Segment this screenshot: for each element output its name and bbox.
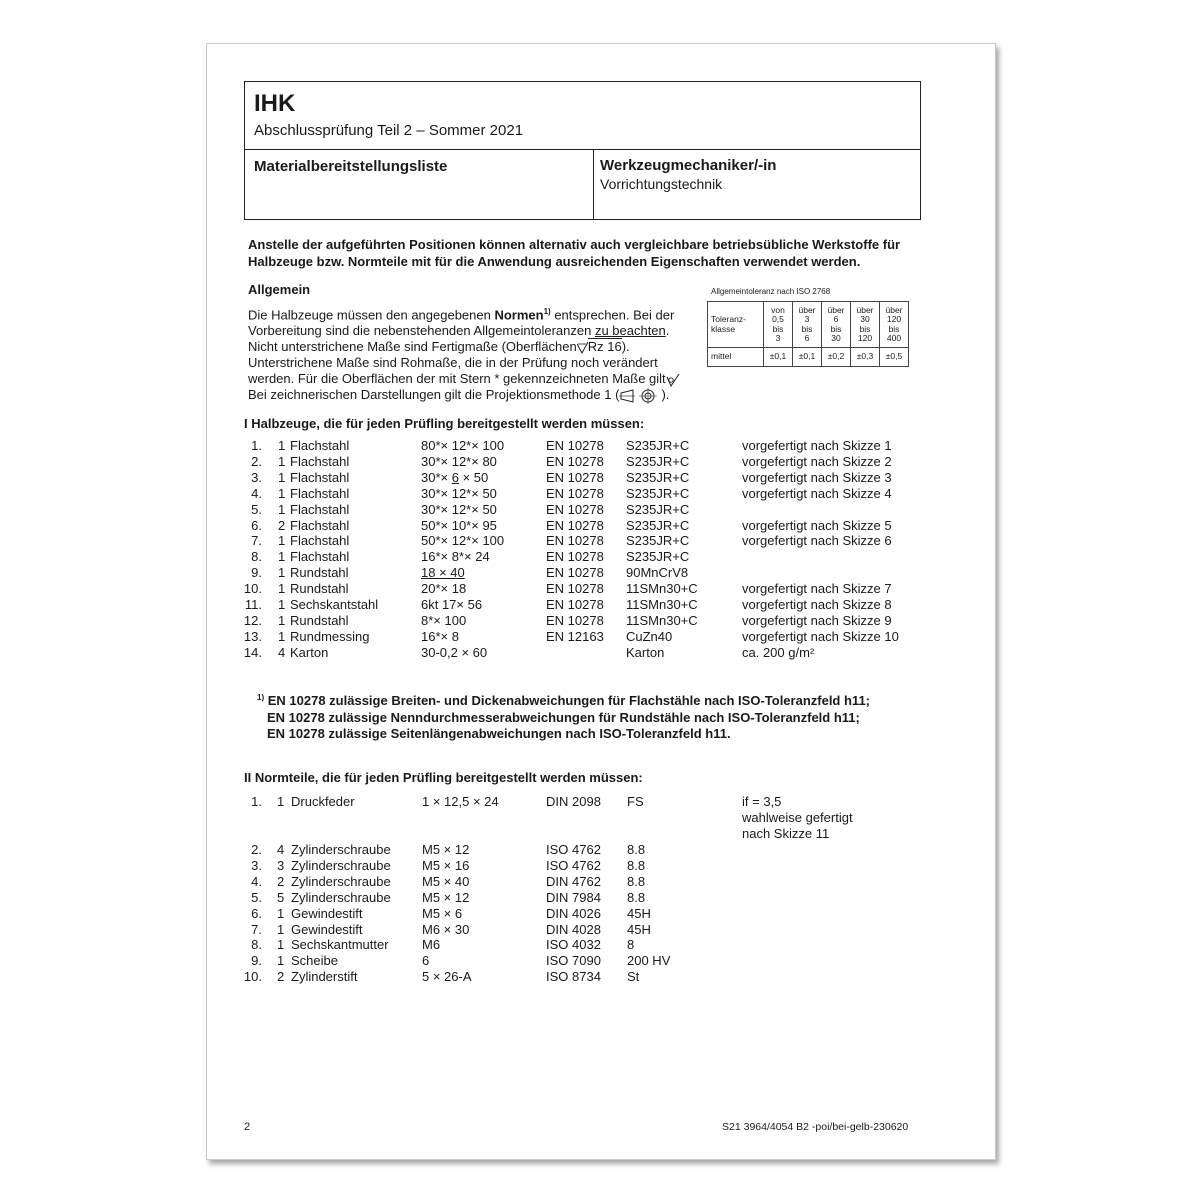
row-note: vorgefertigt nach Skizze 5 xyxy=(742,517,892,533)
tolerance-range: über 30 bis 120 xyxy=(851,302,880,348)
row-norm: EN 10278 xyxy=(546,501,604,517)
row-number: 12. xyxy=(243,612,262,628)
section-1-heading: I Halbzeuge, die für jeden Prüfling bereitgestellt werden müssen: xyxy=(244,416,645,431)
row-quantity: 1 xyxy=(278,549,286,565)
row-material: S235JR+C xyxy=(626,438,690,453)
allgemein-line-6: Bei zeichnerischen Darstellungen gilt die Projektionsmethode 1 ( ). xyxy=(248,387,670,403)
row-material: 200 HV xyxy=(627,953,671,969)
row-material: 8 xyxy=(627,937,635,953)
row-name: Zylinderschraube xyxy=(291,857,391,873)
row-dimension: 5 × 26-A xyxy=(422,969,472,985)
doc-title: Materialbereitstellungsliste xyxy=(254,158,448,175)
row-dimension: 30-0,2 × 60 xyxy=(421,644,488,660)
header-box xyxy=(244,81,921,220)
row-material: S235JR+C xyxy=(626,469,690,485)
row-number: 6. xyxy=(251,905,262,921)
row-quantity: 1 xyxy=(278,438,286,453)
row-quantity: 2 xyxy=(278,517,286,533)
row-material: 45H xyxy=(627,905,651,921)
row-norm: ISO 4762 xyxy=(546,842,601,857)
row-quantity: 1 xyxy=(278,581,286,597)
row-name: Gewindestift xyxy=(291,905,363,921)
row-note: vorgefertigt nach Skizze 2 xyxy=(742,453,892,469)
tolerance-value: ±0,1 xyxy=(764,348,793,367)
row-dimension: 16*× 8 xyxy=(421,628,459,644)
tolerance-range: über 120 bis 400 xyxy=(880,302,909,348)
row-material: 11SMn30+C xyxy=(626,597,698,612)
row-norm: EN 10278 xyxy=(546,438,604,453)
row-number: 9. xyxy=(251,953,262,969)
row-name: Flachstahl xyxy=(290,485,350,501)
row-norm: EN 10278 xyxy=(546,469,604,485)
doc-title-cell xyxy=(245,150,594,219)
row-material: 8.8 xyxy=(627,889,646,905)
tolerance-caption: Allgemeintoleranz nach ISO 2768 xyxy=(711,287,831,296)
row-note: ca. 200 g/m² xyxy=(742,644,815,660)
footnote-line-3: EN 10278 zulässige Seitenlängenabweichungen nach ISO-Toleranzfeld h11. xyxy=(267,726,731,741)
row-norm: EN 10278 xyxy=(546,597,604,612)
table-row xyxy=(0,502,1200,518)
row-name: Flachstahl xyxy=(290,533,350,549)
table-row xyxy=(0,486,1200,502)
tolerance-value: ±0,3 xyxy=(851,348,880,367)
tolerance-value: ±0,2 xyxy=(822,348,851,367)
row-quantity: 1 xyxy=(277,905,285,921)
row-name: Flachstahl xyxy=(290,453,350,469)
tolerance-value: ±0,5 xyxy=(880,348,909,367)
row-quantity: 1 xyxy=(278,533,286,549)
row-material: S235JR+C xyxy=(626,549,690,565)
row-norm: EN 10278 xyxy=(546,549,604,565)
row-number: 5. xyxy=(251,501,262,517)
row-note: vorgefertigt nach Skizze 8 xyxy=(742,597,892,612)
row-material: S235JR+C xyxy=(626,485,690,501)
intro-text: Anstelle der aufgeführten Positionen können alternativ auch vergleichbare betriebsübliche Werkstoffe für Halbzeuge bzw. Normteile mit für die Anwendung ausreichenden Eigenschaften verwendet werden. xyxy=(248,237,901,269)
row-note: vorgefertigt nach Skizze 1 xyxy=(742,438,892,453)
row-number: 11. xyxy=(244,597,262,612)
row-number: 10. xyxy=(243,581,262,597)
row-material: 45H xyxy=(627,921,651,937)
table-row xyxy=(0,581,1200,597)
tolerance-range: über 6 bis 30 xyxy=(822,302,851,348)
row-norm: EN 10278 xyxy=(546,453,604,469)
row-dimension: 30*× 12*× 50 xyxy=(421,501,497,517)
row-number: 3. xyxy=(251,469,262,485)
row-number: 8. xyxy=(251,937,262,953)
row-name: Flachstahl xyxy=(290,517,350,533)
table-row xyxy=(0,922,1200,938)
row-norm: ISO 7090 xyxy=(546,953,601,969)
row-norm: EN 10278 xyxy=(546,533,604,549)
table-row xyxy=(0,454,1200,470)
row-number: 8. xyxy=(251,549,262,565)
table-row xyxy=(0,645,1200,661)
row-number: 14. xyxy=(243,644,262,660)
row-dimension: 6kt 17× 56 xyxy=(421,597,483,612)
row-material: S235JR+C xyxy=(626,501,690,517)
specialty: Vorrichtungstechnik xyxy=(600,176,723,192)
header-top xyxy=(245,82,920,150)
row-quantity: 1 xyxy=(277,953,285,969)
page-number: 2 xyxy=(244,1121,251,1133)
table-row xyxy=(0,629,1200,645)
row-quantity: 2 xyxy=(277,873,285,889)
surface-check-icon xyxy=(666,373,680,387)
row-number: 10. xyxy=(243,969,262,985)
tolerance-class-header: Toleranz- klasse xyxy=(708,302,764,348)
row-name: Karton xyxy=(290,644,329,660)
table-row xyxy=(0,438,1200,454)
row-number: 5. xyxy=(251,889,262,905)
row-name: Sechskantmutter xyxy=(291,937,389,953)
row-material: 11SMn30+C xyxy=(626,581,698,597)
footnote-line-1: $^{1)}$ EN 10278 zulässige Breiten- und Dickenabweichungen für Flachstähle nach ISO-Toleranzfeld h11; xyxy=(257,693,870,708)
surface-symbol-icon xyxy=(577,342,588,354)
row-number: 9. xyxy=(251,565,262,581)
row-number: 2. xyxy=(251,842,262,857)
row-note: vorgefertigt nach Skizze 9 xyxy=(742,612,892,628)
table-row xyxy=(0,858,1200,874)
row-name: Scheibe xyxy=(291,953,338,969)
row-quantity: 1 xyxy=(278,501,286,517)
profession: Werkzeugmechaniker/-in xyxy=(600,157,777,174)
row-name: Rundstahl xyxy=(290,581,349,597)
row-dimension: M5 × 40 xyxy=(422,873,470,889)
table-row xyxy=(0,969,1200,985)
row-name: Sechskantstahl xyxy=(290,597,379,612)
tolerance-class-name: mittel xyxy=(708,348,764,367)
row-dimension: M6 xyxy=(422,937,441,953)
row-dimension: 80*× 12*× 100 xyxy=(421,438,505,453)
table-row xyxy=(0,549,1200,565)
row-norm: DIN 4028 xyxy=(546,921,601,937)
row-quantity: 1 xyxy=(278,469,286,485)
row-material: 8.8 xyxy=(627,842,646,857)
row-norm: EN 10278 xyxy=(546,612,604,628)
row-dimension: 30*× 12*× 50 xyxy=(421,485,497,501)
document-code: S21 3964/4054 B2 -poi/bei-gelb-230620 xyxy=(722,1121,909,1133)
row-name: Flachstahl xyxy=(290,438,350,453)
row-material: 8.8 xyxy=(627,873,646,889)
row-number: 7. xyxy=(251,533,262,549)
row-note: vorgefertigt nach Skizze 10 xyxy=(742,628,899,644)
row-name: Flachstahl xyxy=(290,549,350,565)
row-name: Rundstahl xyxy=(290,565,349,581)
row-name: Zylinderstift xyxy=(291,969,358,985)
row-dimension: 6 xyxy=(422,953,430,969)
row-norm: ISO 8734 xyxy=(546,969,601,985)
row-quantity: 1 xyxy=(278,612,286,628)
table-row xyxy=(0,890,1200,906)
row-quantity: 5 xyxy=(277,889,285,905)
row-quantity: 4 xyxy=(278,644,286,660)
row-norm: EN 10278 xyxy=(546,581,604,597)
table-row xyxy=(0,533,1200,549)
table-row xyxy=(0,937,1200,953)
row-name: Zylinderschraube xyxy=(291,873,391,889)
row-name: Gewindestift xyxy=(291,921,363,937)
table-row xyxy=(0,597,1200,613)
allgemein-text xyxy=(248,304,703,404)
row-number: 6. xyxy=(251,517,262,533)
table-row xyxy=(0,842,1200,858)
row-norm: EN 10278 xyxy=(546,565,604,581)
row-note: vorgefertigt nach Skizze 6 xyxy=(742,533,892,549)
row-quantity: 2 xyxy=(277,969,285,985)
row-dimension: 50*× 12*× 100 xyxy=(421,533,505,549)
row-material: CuZn40 xyxy=(626,628,673,644)
row-material: S235JR+C xyxy=(626,517,690,533)
row-norm: ISO 4762 xyxy=(546,857,601,873)
row-name: Flachstahl xyxy=(290,501,350,517)
row-norm: ISO 4032 xyxy=(546,937,601,953)
row-dimension: 18 × 40 xyxy=(421,565,465,581)
table-row xyxy=(0,906,1200,922)
row-number: 4. xyxy=(251,873,262,889)
row-name: Zylinderschraube xyxy=(291,889,391,905)
row-material: 11SMn30+C xyxy=(626,612,698,628)
allgemein-line-2: Vorbereitung sind die nebenstehenden Allgemeintoleranzen zu beachten. xyxy=(248,323,670,339)
row-dimension: M5 × 6 xyxy=(422,905,463,921)
tolerance-range: von 0,5 bis 3 xyxy=(764,302,793,348)
row-quantity: 1 xyxy=(278,453,286,469)
row-quantity: 1 xyxy=(277,921,285,937)
row-quantity: 3 xyxy=(277,857,285,873)
org-name: IHK xyxy=(254,90,296,117)
row-norm: EN 12163 xyxy=(546,628,604,644)
allgemein-line-5: werden. Für die Oberflächen der mit Stern * gekennzeichneten Maße gilt xyxy=(248,371,703,387)
row-material: St xyxy=(627,969,640,985)
row-dimension: M6 × 30 xyxy=(422,921,470,937)
allgemein-heading: Allgemein xyxy=(248,282,311,297)
table-row xyxy=(0,613,1200,629)
row-material: Karton xyxy=(626,644,665,660)
row-dimension: 8*× 100 xyxy=(421,612,467,628)
row-note: vorgefertigt nach Skizze 7 xyxy=(742,581,892,597)
table-row xyxy=(0,518,1200,534)
row-norm: EN 10278 xyxy=(546,485,604,501)
row-quantity: 4 xyxy=(277,842,285,857)
row-dimension: 50*× 10*× 95 xyxy=(421,517,497,533)
row-material: 8.8 xyxy=(627,857,646,873)
row-dimension: 20*× 18 xyxy=(421,581,467,597)
exam-title: Abschlussprüfung Teil 2 – Sommer 2021 xyxy=(254,122,524,139)
tolerance-range: über 3 bis 6 xyxy=(793,302,822,348)
table-row xyxy=(0,565,1200,581)
row-dimension: 30*× 6 × 50 xyxy=(421,469,489,485)
row-dimension: M5 × 16 xyxy=(422,857,470,873)
row-number: 1. xyxy=(251,438,262,453)
table-row xyxy=(0,470,1200,486)
footnote xyxy=(257,690,870,743)
row-dimension: 30*× 12*× 80 xyxy=(421,453,497,469)
table-row xyxy=(0,953,1200,969)
row-number: 13. xyxy=(243,628,262,644)
row-dimension: M5 × 12 xyxy=(422,889,470,905)
tolerance-table xyxy=(707,301,909,367)
row-material: 90MnCrV8 xyxy=(626,565,689,581)
footnote-line-2: EN 10278 zulässige Nenndurchmesserabweichungen für Rundstähle nach ISO-Toleranzfeld h11; xyxy=(267,709,860,725)
row-quantity: 1 xyxy=(278,628,286,644)
allgemein-line-3: Nicht unterstrichene Maße sind Fertigmaße (Oberflächen Rz 16). xyxy=(248,339,630,355)
projection-method-icon xyxy=(619,388,661,404)
row-number: 3. xyxy=(251,857,262,873)
row-note: vorgefertigt nach Skizze 4 xyxy=(742,485,892,501)
druckfeder-note: if = 3,5 wahlweise gefertigt nach Skizze 11 xyxy=(742,794,853,841)
row-material: S235JR+C xyxy=(626,533,690,549)
row-number: 7. xyxy=(251,921,262,937)
row-quantity: 1 xyxy=(278,485,286,501)
section-2-heading: II Normteile, die für jeden Prüfling bereitgestellt werden müssen: xyxy=(244,770,643,785)
row-norm: EN 10278 xyxy=(546,517,604,533)
tolerance-value: ±0,1 xyxy=(793,348,822,367)
row-name: Rundstahl xyxy=(290,612,349,628)
row-name: Rundmessing xyxy=(290,628,370,644)
row-note: vorgefertigt nach Skizze 3 xyxy=(742,469,892,485)
row-dimension: M5 × 12 xyxy=(422,842,470,857)
row-number: 2. xyxy=(251,453,262,469)
allgemein-line-1: Die Halbzeuge müssen den angegebenen Normen$^{1)}$ entsprechen. Bei der xyxy=(248,307,675,323)
row-name: Flachstahl xyxy=(290,469,350,485)
row-norm: DIN 4762 xyxy=(546,873,601,889)
row-quantity: 1 xyxy=(278,565,286,581)
row-dimension: 16*× 8*× 24 xyxy=(421,549,490,565)
table-row: 1. 1 Druckfeder 1 × 12,5 × 24 DIN 2098 FS xyxy=(251,794,644,809)
row-norm: DIN 7984 xyxy=(546,889,601,905)
allgemein-line-4: Unterstrichene Maße sind Rohmaße, die in der Prüfung noch verändert xyxy=(248,355,658,371)
row-name: Zylinderschraube xyxy=(291,842,391,857)
row-norm: DIN 4026 xyxy=(546,905,601,921)
row-number: 4. xyxy=(251,485,262,501)
row-material: S235JR+C xyxy=(626,453,690,469)
row-quantity: 1 xyxy=(278,597,286,612)
row-quantity: 1 xyxy=(277,937,285,953)
table-row xyxy=(0,874,1200,890)
